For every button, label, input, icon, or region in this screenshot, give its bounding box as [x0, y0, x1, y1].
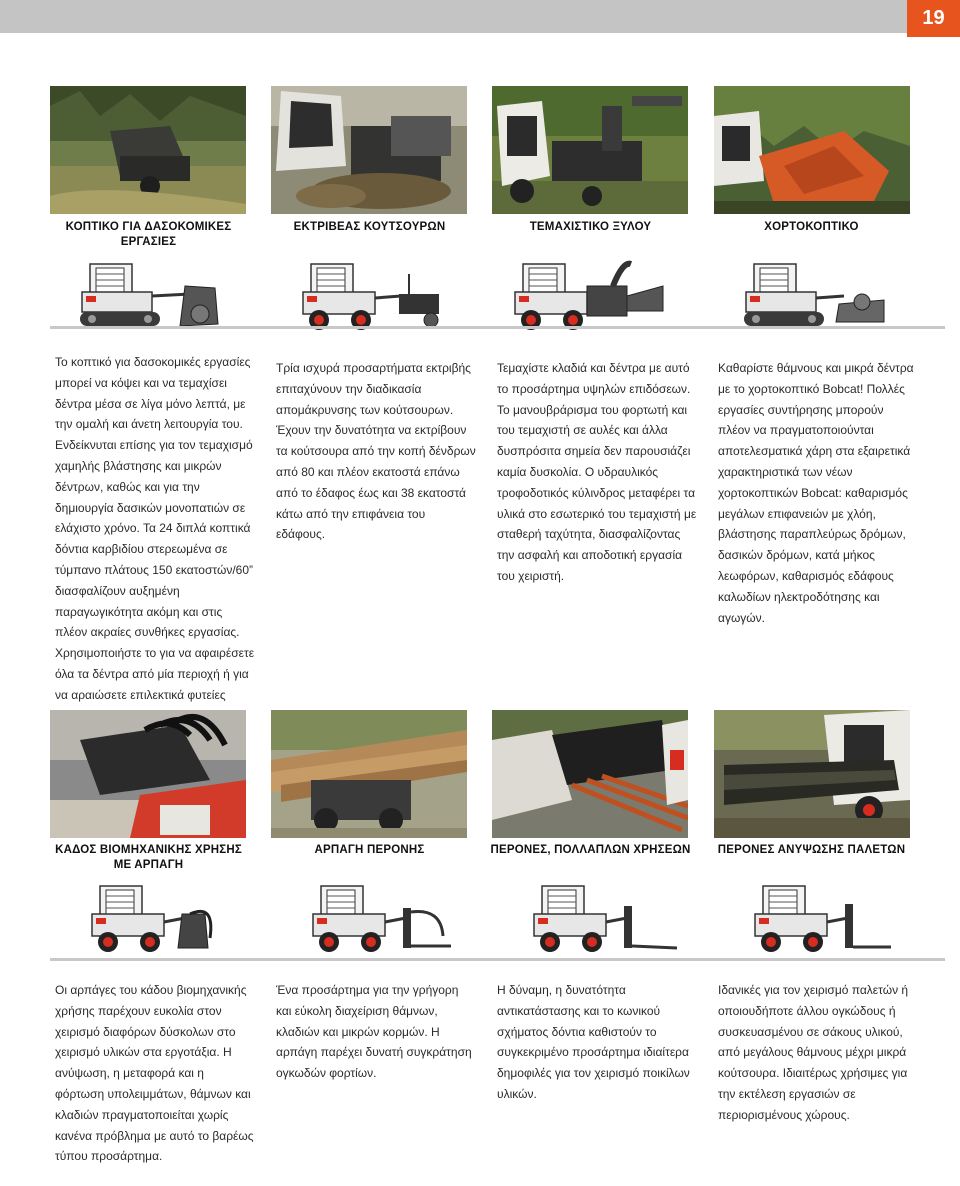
- caption-wood-chipper: ΤΕΜΑΧΙΣΤΙΚΟ ΞΥΛΟΥ: [529, 221, 652, 233]
- photo-brush-cutter: [714, 86, 910, 214]
- section-divider-top: [50, 326, 945, 329]
- text-utility-forks: Η δύναμη, η δυνατότητα αντικατάστασης και το κωνικού σχήματος δόντια καθιστούν το συγκεκριμένο προσάρτημα ιδιαίτερα δημοφιλές για τον χειρισμό ποικίλων υλικών.: [497, 983, 690, 1101]
- caption-pallet-forks: ΠΕΡΟΝΕΣ ΑΝΥΨΩΣΗΣ ΠΑΛΕΤΩΝ: [717, 844, 906, 856]
- photo-stump-grinder: [271, 86, 467, 214]
- loader-illustration-fork-grapple: [291, 878, 491, 958]
- photo-fork-grapple: [271, 710, 467, 838]
- text-grapple-bucket: Οι αρπάγες του κάδου βιομηχανικής χρήσης παρέχουν ευκολία στον χειρισμό διαφόρων δύσκολων στο χειρισμό υλικών στα εργοτάξια. Η ανύψωση, η μεταφορά και η φόρτωση υπολειμμάτων, θάμνων και κλαδιών πραγματοποιείται χωρίς κανένα πρόβλημα με αυτό το βαρέως τύπου προσάρτημα.: [55, 983, 254, 1164]
- loader-illustration-brush-cutter: [724, 256, 924, 336]
- caption-utility-forks: ΠΕΡΟΝΕΣ, ΠΟΛΛΑΠΛΩΝ ΧΡΗΣΕΩΝ: [490, 844, 691, 856]
- caption-fork-grapple: ΑΡΠΑΓΗ ΠΕΡΟΝΗΣ: [314, 844, 425, 856]
- text-fork-grapple: Ένα προσάρτημα για την γρήγορη και εύκολη διαχείριση θάμνων, κλαδιών και μικρών κορμών. Η αρπάγη παρέχει δυνατή συγκράτηση ογκωδών φορτίων.: [276, 983, 472, 1081]
- loader-illustration-pallet-forks: [733, 878, 933, 958]
- text-wood-chipper: Τεμαχίστε κλαδιά και δέντρα με αυτό το προσάρτημα υψηλών επιδόσεων. Το μανουβράρισμα του φορτωτή και του τεμαχιστή σε αυλές και άλλα δυσπρόσιτα σημεία δεν παρουσιάζει καμία δυσκολία. Ο υδραυλικός τροφοδοτικός κύλινδρος μεταφέρει τα υλικά στο εσωτερικό του τεμαχιστή με σταθερή ταχύτητα, διασφαλίζοντας την ασφαλή και αποδοτική εργασία του χειριστή.: [497, 361, 697, 583]
- photo-grapple-bucket: [50, 710, 246, 838]
- loader-illustration-forestry-cutter: [60, 256, 260, 336]
- page-number: 19: [907, 0, 960, 37]
- photo-utility-forks: [492, 710, 688, 838]
- caption-stump-grinder: ΕΚΤΡΙΒΕΑΣ ΚΟΥΤΣΟΥΡΩΝ: [293, 221, 446, 233]
- top-bar: [0, 0, 960, 33]
- section-divider-bottom: [50, 958, 945, 961]
- text-pallet-forks: Ιδανικές για τον χειρισμό παλετών ή οποιουδήποτε άλλου ογκώδους ή συσκευασμένου σε σάκους υλικού, από μεγάλους θάμνους μέχρι μικρά κούτσουρα. Ιδιαιτέρως χρήσιμες για την εκτέλεση εργασιών σε περιορισμένους χώρους.: [718, 983, 909, 1122]
- caption-brush-cutter: ΧΟΡΤΟΚΟΠΤΙΚΟ: [764, 221, 859, 233]
- loader-illustration-grapple-bucket: [70, 878, 270, 958]
- caption-grapple-bucket: ΚΑΔΟΣ ΒΙΟΜΗΧΑΝΙΚΗΣ ΧΡΗΣΗΣ ΜΕ ΑΡΠΑΓΗ: [55, 844, 242, 871]
- loader-illustration-wood-chipper: [503, 256, 703, 336]
- photo-wood-chipper: [492, 86, 688, 214]
- caption-forestry-cutter: ΚΟΠΤΙΚΟ ΓΙΑ ΔΑΣΟΚΟΜΙΚΕΣ ΕΡΓΑΣΙΕΣ: [65, 221, 232, 248]
- text-stump-grinder: Τρία ισχυρά προσαρτήματα εκτριβής επιταχύνουν την διαδικασία απομάκρυνσης των κούτσουρων. Έχουν την δυνατότητα να εκτρίβουν τα κούτσουρα από την κοπή δένδρων από 80 και πλέον εκατοστά επάνω από το έδαφος έως και 38 εκατοστά κάτω από την επιφάνεια του εδάφους.: [276, 361, 476, 542]
- photo-forestry-cutter: [50, 86, 246, 214]
- loader-illustration-stump-grinder: [281, 256, 481, 336]
- text-brush-cutter: Καθαρίστε θάμνους και μικρά δέντρα με το χορτοκοπτικό Bobcat! Πολλές εργασίες συντήρησης μπορούν πλέον να πραγματοποιούνται αποτελεσματικά χάρη στα εξαιρετικά χαρακτηριστικά των νέων χορτοκοπτικών Bobcat: καθαρισμός μεγάλων επιφανειών με χλόη, βλάστησης παραπλεύρως δρόμων, δασικών δρόμων, κατά μήκος λεωφόρων, καθαρισμός εδάφους καλωδίων ηλεκτροδότησης και αγωγών.: [718, 361, 914, 625]
- text-forestry-cutter: Το κοπτικό για δασοκομικές εργασίες μπορεί να κόψει και να τεμαχίσει δέντρα μέσα σε λίγα μόνο λεπτά, με την ομαλή και άνετη λειτουργία του. Ενδείκνυται επίσης για τον τεμαχισμό χαμηλής βλάστησης και μικρών δέντρων, καθώς και για την δημιουργία δασικών μονοπατιών σε ελάχιστο χρόνο. Τα 24 διπλά κοπτικά δόντια καρβιδίου στερεωμένα σε τύμπανο πλάτους 150 εκατοστών/60” διασφαλίζουν αυξημένη παραγωγικότητα ακόμη και στις πλέον ακραίες συνθήκες εργασίας. Χρησιμοποιήστε το για να αφαιρέσετε όλα τα δέντρα από μία περιοχή ή για να αραιώσετε επιλεκτικά φυτείες: [55, 355, 255, 702]
- photo-pallet-forks: [714, 710, 910, 838]
- loader-illustration-utility-forks: [512, 878, 712, 958]
